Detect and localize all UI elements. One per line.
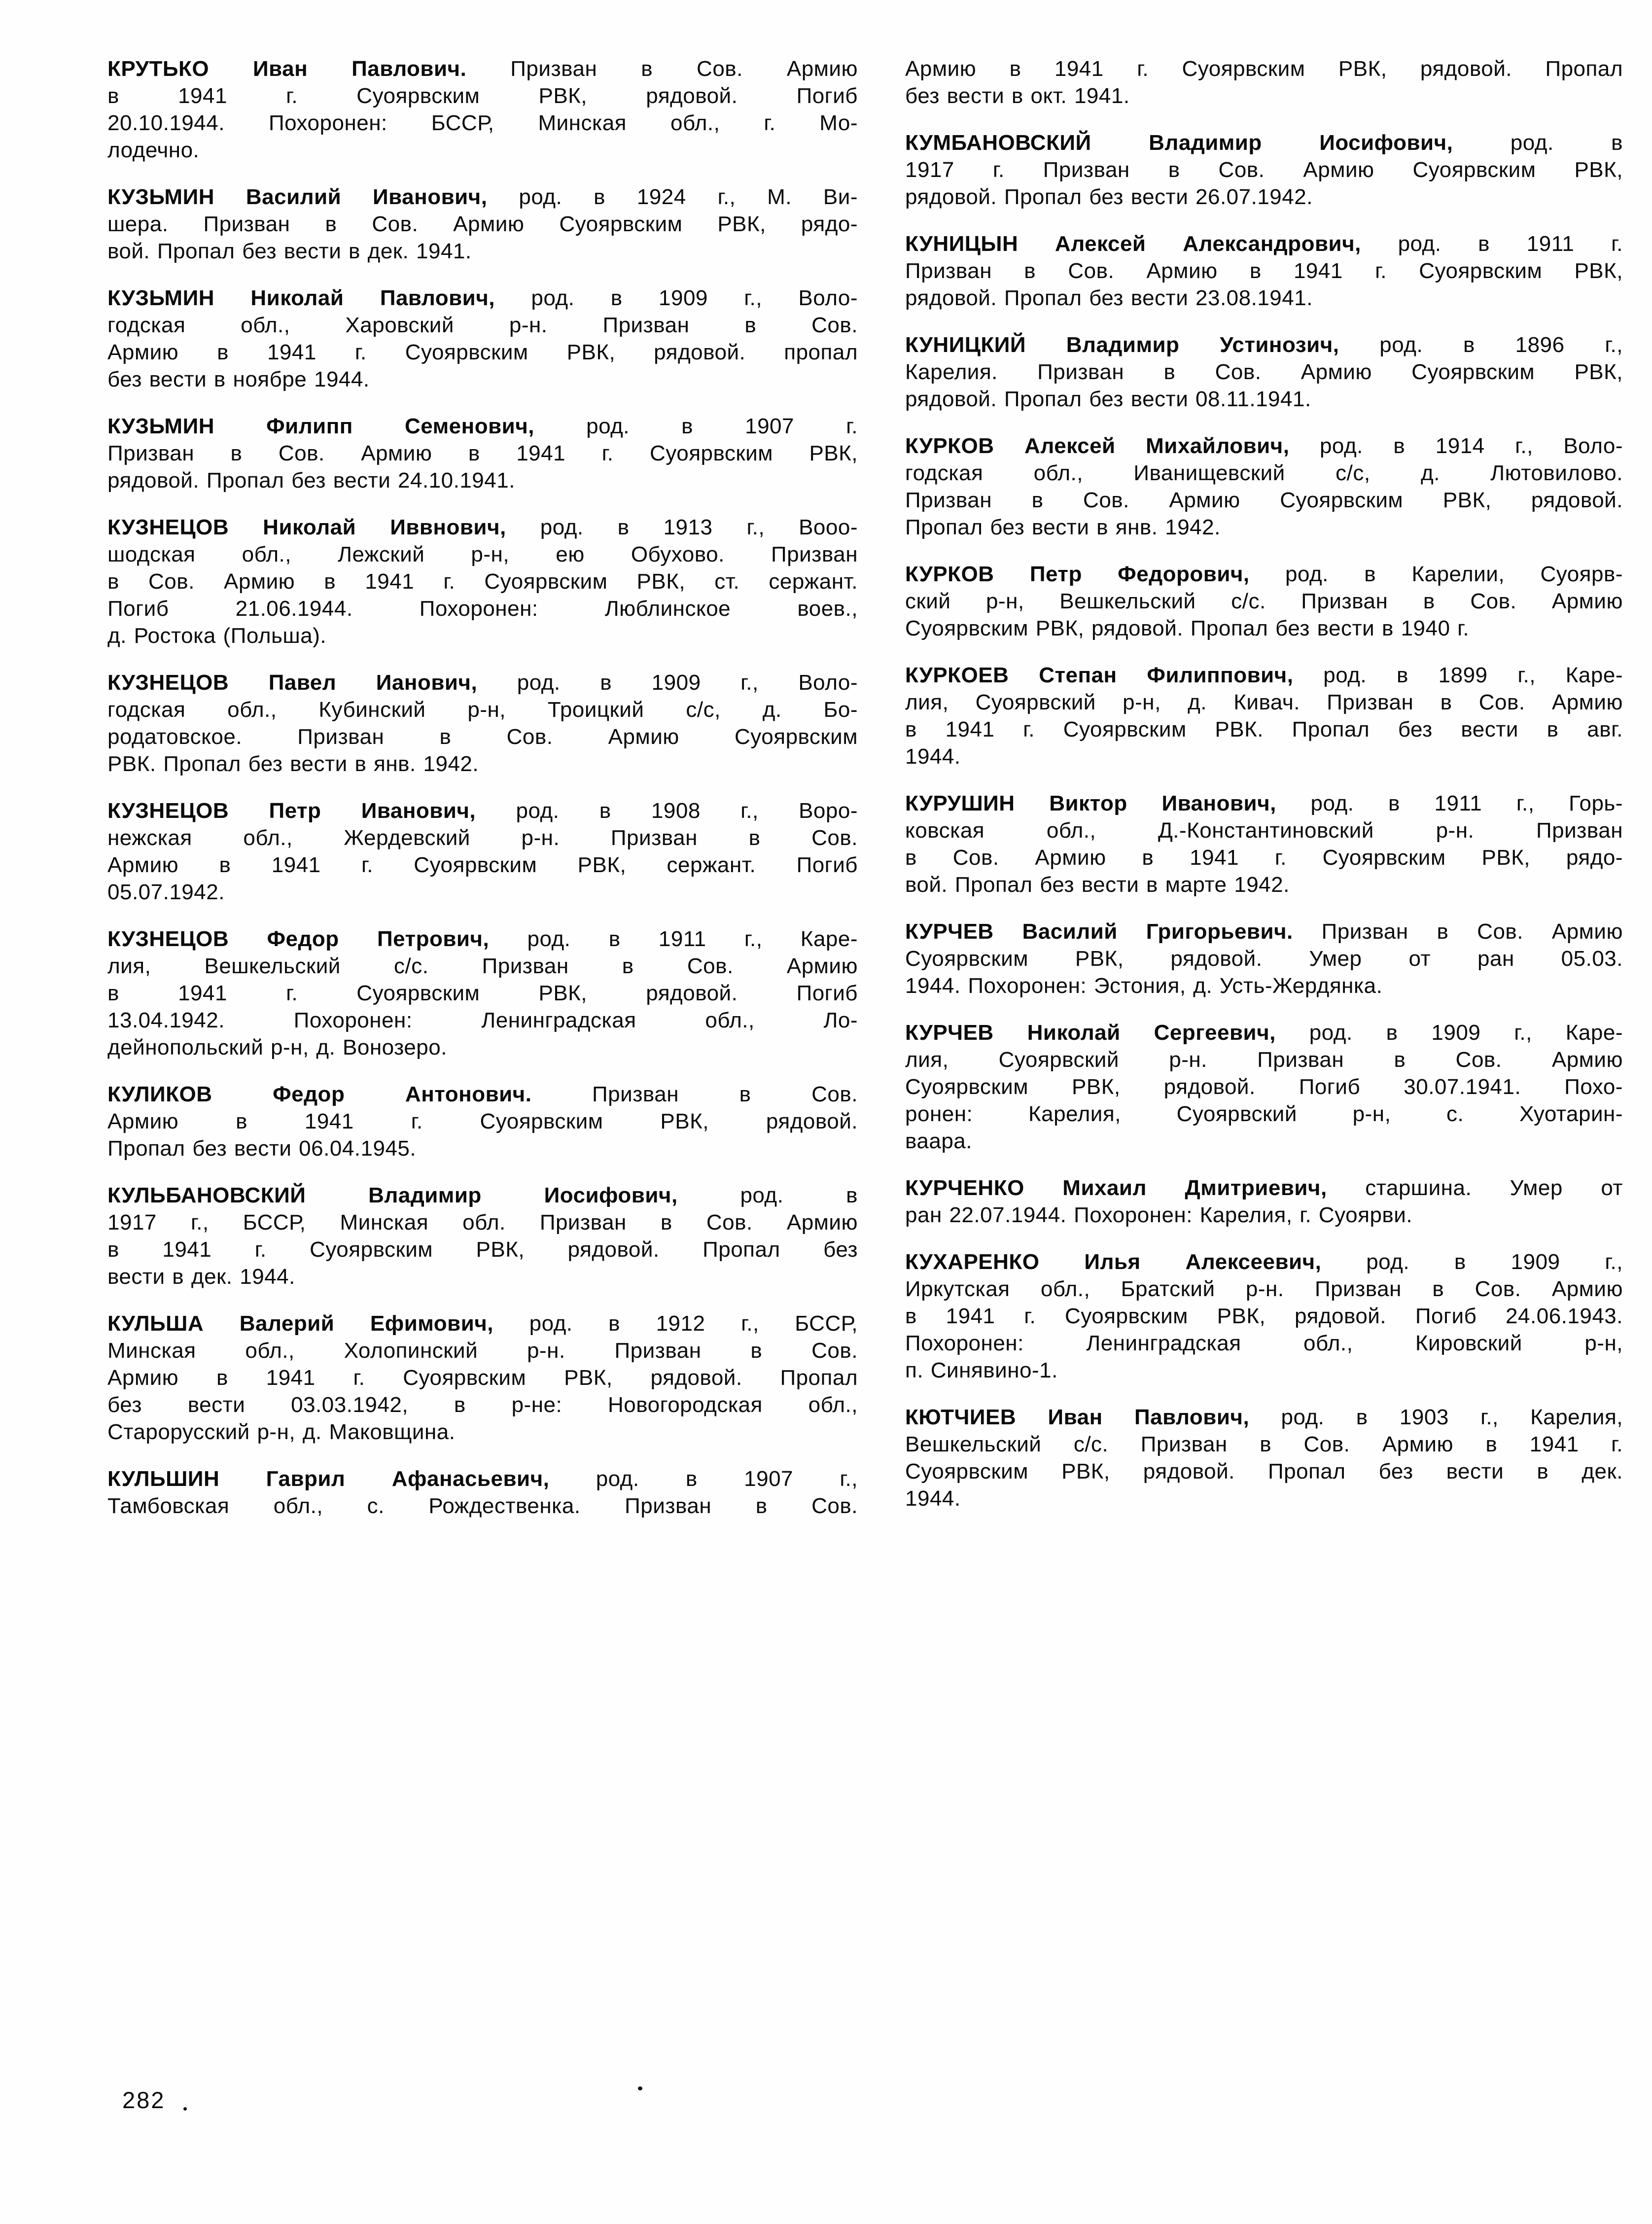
entry-line: вой. Пропал без вести в дек. 1941. (107, 239, 472, 263)
entry-line: в 1941 г. Суоярвским РВК, рядовой. Погиб (107, 84, 858, 108)
entry-surname: КУЗНЕЦОВ Николай Иввнович, (107, 515, 506, 539)
memorial-entry (905, 129, 1623, 211)
entry-line: годская обл., Иванищевский с/с, д. Лютовилово. (905, 461, 1623, 485)
entry-line: дейнопольский р-н, д. Вонозеро. (107, 1035, 447, 1059)
entry-line: ский р-н, Вешкельский с/с. Призван в Сов. Армию (905, 589, 1623, 613)
entry-line: 1944. (905, 744, 961, 769)
entry-line: КУРЧЕВ Николай Сергеевич, род. в 1909 г., Каре- (905, 1021, 1623, 1045)
entry-line: в 1941 г. Суоярвским РВК, рядовой. Пропал без (107, 1237, 858, 1262)
entry-line: КУРЧЕНКО Михаил Дмитриевич, старшина. Умер от (905, 1176, 1623, 1200)
entry-line: КУРКОВ Алексей Михайлович, род. в 1914 г., Воло- (905, 434, 1623, 458)
memorial-entry (905, 1404, 1623, 1512)
entry-line: КУРЧЕВ Василий Григорьевич. Призван в Сов. Армию (905, 919, 1623, 944)
memorial-entry (107, 1182, 858, 1290)
entry-surname: КУРКОВ Алексей Михайлович, (905, 434, 1290, 458)
entry-line: Похоронен: Ленинградская обл., Кировский р-н, (905, 1331, 1623, 1355)
entry-surname: КУРУШИН Виктор Иванович, (905, 791, 1276, 815)
entry-line: лия, Суоярвский р-н, д. Кивач. Призван в Сов. Армию (905, 690, 1623, 714)
entry-line: Старорусский р-н, д. Маковщина. (107, 1420, 456, 1444)
entry-line: вой. Пропал без вести в марте 1942. (905, 873, 1290, 897)
entry-line: рядовой. Пропал без вести 24.10.1941. (107, 468, 515, 493)
entry-line: ваара. (905, 1129, 972, 1153)
entry-surname: КУНИЦЫН Алексей Александрович, (905, 232, 1361, 256)
entry-line: без вести в ноябре 1944. (107, 367, 370, 391)
entry-surname: КУЗЬМИН Филипп Семенович, (107, 414, 534, 438)
entry-surname: КУРЧЕВ Василий Григорьевич. (905, 919, 1293, 944)
entry-surname: КУЛЬБАНОВСКИЙ Владимир Иосифович, (107, 1183, 678, 1207)
memorial-entry (107, 1081, 858, 1162)
entry-surname: КУРЧЕВ Николай Сергеевич, (905, 1021, 1276, 1045)
memorial-entry (905, 1174, 1623, 1229)
memorial-entry (107, 55, 858, 164)
entry-line: в 1941 г. Суоярвским РВК, рядовой. Погиб (107, 981, 858, 1005)
entry-line: Тамбовская обл., с. Рождественка. Призван в Сов. (107, 1494, 858, 1518)
entry-line: годская обл., Харовский р-н. Призван в Сов. (107, 313, 858, 337)
entry-line: Армию в 1941 г. Суоярвским РВК, сержант. Погиб (107, 853, 858, 877)
memorial-entry (107, 413, 858, 494)
entry-line: КУЗЬМИН Василий Иванович, род. в 1924 г., М. Ви- (107, 185, 858, 209)
entry-line: без вести 03.03.1942, в р-не: Новогородская обл., (107, 1393, 858, 1417)
entry-surname: КУЗЬМИН Николай Павлович, (107, 286, 495, 310)
entry-surname: КУЛЬША Валерий Ефимович, (107, 1311, 494, 1336)
entry-line: Пропал без вести в янв. 1942. (905, 515, 1221, 539)
memorial-entry (905, 790, 1623, 898)
entry-line: КРУТЬКО Иван Павлович. Призван в Сов. Армию (107, 57, 858, 81)
memorial-entry (107, 669, 858, 777)
entry-surname: КУХАРЕНКО Илья Алексеевич, (905, 1250, 1322, 1274)
entry-line: Призван в Сов. Армию в 1941 г. Суоярвским РВК, (905, 259, 1623, 283)
entry-line: 1944. (905, 1486, 961, 1511)
entry-line: нежская обл., Жердевский р-н. Призван в Сов. (107, 826, 858, 850)
entry-line: шера. Призван в Сов. Армию Суоярвским РВК, рядо- (107, 212, 858, 236)
entry-surname: КУЛЬШИН Гаврил Афанасьевич, (107, 1467, 550, 1491)
entry-line: КУМБАНОВСКИЙ Владимир Иосифович, род. в (905, 131, 1623, 155)
memorial-entry-continuation (905, 55, 1623, 109)
memorial-entry (107, 1310, 858, 1446)
entry-surname: КУЗНЕЦОВ Федор Петрович, (107, 927, 490, 951)
entry-line: в Сов. Армию в 1941 г. Суоярвским РВК, рядо- (905, 846, 1623, 870)
memorial-entry (905, 1248, 1623, 1384)
entry-line: Пропал без вести 06.04.1945. (107, 1136, 417, 1161)
entry-line: КУРУШИН Виктор Иванович, род. в 1911 г., Горь- (905, 791, 1623, 815)
scan-speck (183, 2107, 187, 2111)
entry-line: лодечно. (107, 138, 200, 162)
entry-line: в Сов. Армию в 1941 г. Суоярвским РВК, ст. сержант. (107, 569, 858, 594)
memorial-entry (107, 797, 858, 906)
entry-line: лия, Вешкельский с/с. Призван в Сов. Армию (107, 954, 858, 978)
entry-line: вести в дек. 1944. (107, 1265, 295, 1289)
entry-line: Суоярвским РВК, рядовой. Умер от ран 05.03. (905, 947, 1623, 971)
entry-line: КУЗНЕЦОВ Федор Петрович, род. в 1911 г., Каре- (107, 927, 858, 951)
entry-line: КУЗНЕЦОВ Николай Иввнович, род. в 1913 г., Вооо- (107, 515, 858, 539)
entry-line: КУЗЬМИН Филипп Семенович, род. в 1907 г. (107, 414, 858, 438)
entry-line: 20.10.1944. Похоронен: БССР, Минская обл., г. Мо- (107, 111, 858, 135)
entry-surname: КУЗНЕЦОВ Петр Иванович, (107, 799, 476, 823)
memorial-entry (905, 331, 1623, 413)
memorial-entry (107, 514, 858, 649)
memorial-entry (107, 925, 858, 1061)
entry-line: КУРКОЕВ Степан Филиппович, род. в 1899 г., Каре- (905, 663, 1623, 687)
entry-surname: КРУТЬКО Иван Павлович. (107, 57, 467, 81)
entry-line: Призван в Сов. Армию Суоярвским РВК, рядовой. (905, 488, 1623, 512)
entry-line: Вешкельский с/с. Призван в Сов. Армию в 1941 г. (905, 1432, 1623, 1456)
entry-line: годская обл., Кубинский р-н, Троицкий с/с, д. Бо- (107, 698, 858, 722)
entry-line: в 1941 г. Суоярвским РВК. Пропал без вести в авг. (905, 717, 1623, 741)
entry-line: КУРКОВ Петр Федорович, род. в Карелии, Суоярв- (905, 562, 1623, 586)
text-columns (107, 55, 1623, 1539)
entry-line: Карелия. Призван в Сов. Армию Суоярвским РВК, (905, 360, 1623, 384)
entry-line: КУЛЬША Валерий Ефимович, род. в 1912 г., БССР, (107, 1311, 858, 1336)
entry-surname: КУРКОВ Петр Федорович, (905, 562, 1250, 586)
entry-line: рядовой. Пропал без вести 23.08.1941. (905, 286, 1313, 310)
entry-line: КУЛЬШИН Гаврил Афанасьевич, род. в 1907 г., (107, 1467, 858, 1491)
memorial-entry (107, 284, 858, 393)
entry-line: 13.04.1942. Похоронен: Ленинградская обл., Ло- (107, 1008, 858, 1032)
entry-surname: КУМБАНОВСКИЙ Владимир Иосифович, (905, 131, 1453, 155)
entry-surname: КУНИЦКИЙ Владимир Устинозич, (905, 333, 1339, 357)
entry-line: ронен: Карелия, Суоярвский р-н, с. Хуотарин- (905, 1102, 1623, 1126)
entry-surname: КЮТЧИЕВ Иван Павлович, (905, 1405, 1250, 1429)
entry-line: Иркутская обл., Братский р-н. Призван в Сов. Армию (905, 1277, 1623, 1301)
entry-line: ран 22.07.1944. Похоронен: Карелия, г. Суоярви. (905, 1203, 1413, 1227)
memorial-entry (905, 561, 1623, 642)
entry-line: РВК. Пропал без вести в янв. 1942. (107, 752, 479, 776)
entry-line: Минская обл., Холопинский р-н. Призван в Сов. (107, 1339, 858, 1363)
entry-line: КУХАРЕНКО Илья Алексеевич, род. в 1909 г., (905, 1250, 1623, 1274)
memorial-entry (905, 1019, 1623, 1155)
entry-line: КУЛИКОВ Федор Антонович. Призван в Сов. (107, 1082, 858, 1106)
entry-line: Суоярвским РВК, рядовой. Пропал без вести в дек. (905, 1459, 1623, 1483)
entry-surname: КУЗНЕЦОВ Павел Ианович, (107, 671, 478, 695)
entry-line: рядовой. Пропал без вести 08.11.1941. (905, 387, 1311, 411)
entry-line: КЮТЧИЕВ Иван Павлович, род. в 1903 г., Карелия, (905, 1405, 1623, 1429)
entry-surname: КУРЧЕНКО Михаил Дмитриевич, (905, 1176, 1327, 1200)
memorial-entry (107, 1465, 858, 1519)
entry-line: 1944. Похоронен: Эстония, д. Усть-Жердянка. (905, 974, 1383, 998)
memorial-entry (107, 183, 858, 265)
entry-line: Погиб 21.06.1944. Похоронен: Люблинское воев., (107, 597, 858, 621)
entry-line: п. Синявино-1. (905, 1358, 1058, 1382)
entry-line: КУНИЦКИЙ Владимир Устинозич, род. в 1896 г., (905, 333, 1623, 357)
memorial-entry (905, 662, 1623, 770)
page-number: 282 (122, 2087, 166, 2113)
entry-surname: КУРКОЕВ Степан Филиппович, (905, 663, 1294, 687)
entry-line: без вести в окт. 1941. (905, 84, 1130, 108)
entry-line: Армию в 1941 г. Суоярвским РВК, рядовой. (107, 1109, 858, 1133)
entry-line: рядовой. Пропал без вести 26.07.1942. (905, 185, 1313, 209)
memorial-entry (905, 918, 1623, 999)
entry-line: Суоярвским РВК, рядовой. Пропал без вести в 1940 г. (905, 616, 1470, 640)
entry-line: в 1941 г. Суоярвским РВК, рядовой. Погиб 24.06.1943. (905, 1304, 1623, 1328)
entry-line: родатовское. Призван в Сов. Армию Суоярвским (107, 725, 858, 749)
scan-speck (638, 2086, 642, 2090)
entry-line: Суоярвским РВК, рядовой. Погиб 30.07.1941. Похо- (905, 1075, 1623, 1099)
entry-line: КУЗНЕЦОВ Павел Ианович, род. в 1909 г., Воло- (107, 671, 858, 695)
entry-line: Призван в Сов. Армию в 1941 г. Суоярвским РВК, (107, 441, 858, 465)
entry-line: Армию в 1941 г. Суоярвским РВК, рядовой. Пропал (905, 57, 1623, 81)
entry-line: КУЗНЕЦОВ Петр Иванович, род. в 1908 г., Воро- (107, 799, 858, 823)
entry-line: д. Ростока (Польша). (107, 624, 327, 648)
entry-line: КУЛЬБАНОВСКИЙ Владимир Иосифович, род. в (107, 1183, 858, 1207)
left-column (107, 55, 858, 1539)
memorial-entry (905, 432, 1623, 541)
memorial-entry (905, 230, 1623, 312)
entry-line: Армию в 1941 г. Суоярвским РВК, рядовой. Пропал (107, 1366, 858, 1390)
entry-line: ковская обл., Д.-Константиновский р-н. Призван (905, 818, 1623, 843)
entry-line: 1917 г., БССР, Минская обл. Призван в Сов. Армию (107, 1210, 858, 1235)
entry-surname: КУЗЬМИН Василий Иванович, (107, 185, 488, 209)
entry-surname: КУЛИКОВ Федор Антонович. (107, 1082, 532, 1106)
entry-line: лия, Суоярвский р-н. Призван в Сов. Армию (905, 1048, 1623, 1072)
right-column (905, 55, 1623, 1539)
entry-line: 05.07.1942. (107, 880, 225, 904)
entry-line: Армию в 1941 г. Суоярвским РВК, рядовой. пропал (107, 340, 858, 364)
entry-line: шодская обл., Лежский р-н, ею Обухово. Призван (107, 542, 858, 566)
entry-line: КУНИЦЫН Алексей Александрович, род. в 1911 г. (905, 232, 1623, 256)
entry-line: 1917 г. Призван в Сов. Армию Суоярвским РВК, (905, 158, 1623, 182)
entry-line: КУЗЬМИН Николай Павлович, род. в 1909 г., Воло- (107, 286, 858, 310)
